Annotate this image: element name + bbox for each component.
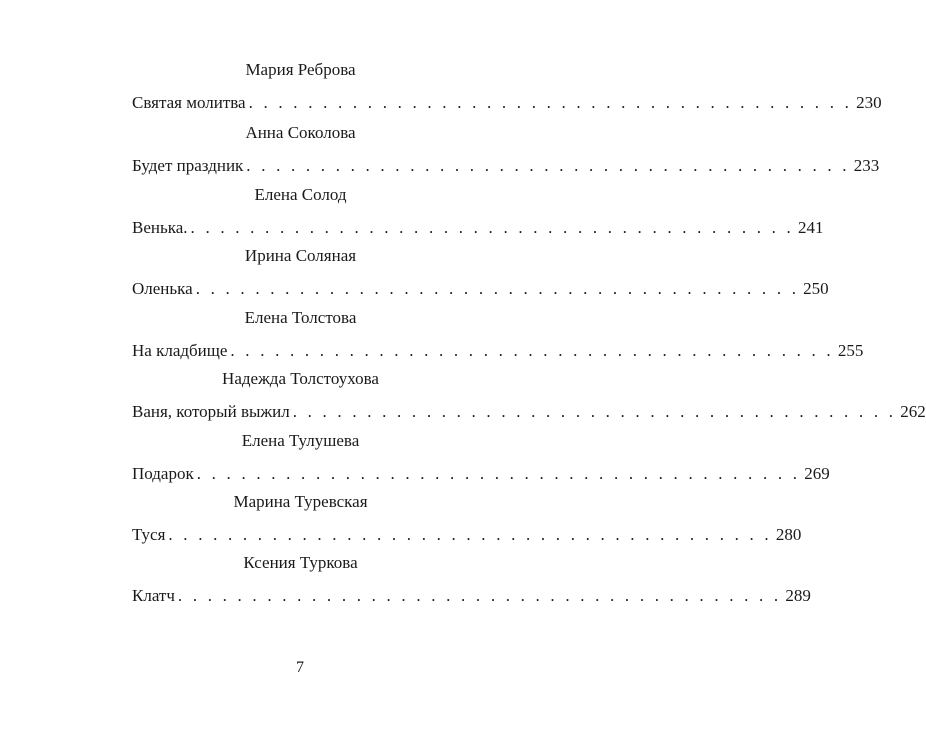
toc-title: Венька. (132, 218, 188, 237)
toc-page-number: 230 (856, 93, 882, 112)
toc-author: Ирина Соляная (244, 246, 357, 265)
toc-page-number: 280 (775, 525, 802, 544)
dot-leader: . . . . . . . . . . . . . . . . . . . . . . . . . . . . . . . . . . . . . . . . . (168, 525, 772, 544)
toc-page-number: 289 (785, 586, 811, 605)
toc-line (132, 464, 830, 484)
toc-entry (132, 492, 802, 545)
toc-title: Святая молитва (132, 93, 246, 112)
toc-entry (132, 553, 811, 606)
toc-entry (132, 369, 926, 422)
toc-title: Подарок (132, 464, 194, 483)
toc-title: На кладбище (132, 341, 228, 360)
toc-author: Елена Солод (254, 185, 347, 204)
dot-leader: . . . . . . . . . . . . . . . . . . . . . . . . . . . . . . . . . . . . . . . . . (248, 93, 853, 112)
toc-title: Ваня, который выжил (132, 402, 290, 421)
toc-page-number: 233 (853, 156, 880, 175)
toc-page-number: 250 (803, 279, 829, 298)
dot-leader: . . . . . . . . . . . . . . . . . . . . . . . . . . . . . . . . . . . . . . . . . (190, 218, 794, 237)
toc-entry (132, 123, 880, 176)
toc-line (132, 156, 880, 176)
dot-leader: . . . . . . . . . . . . . . . . . . . . . . . . . . . . . . . . . . . . . . . . . (177, 586, 782, 605)
toc-author: Мария Реброва (245, 60, 356, 79)
dot-leader: . . . . . . . . . . . . . . . . . . . . . . . . . . . . . . . . . . . . . . . . . (246, 156, 850, 175)
page-number: 7 (296, 659, 304, 676)
toc-line (132, 218, 824, 238)
toc-author: Марина Туревская (233, 492, 368, 511)
toc-entry (132, 60, 882, 113)
toc-title: Клатч (132, 586, 175, 605)
dot-leader: . . . . . . . . . . . . . . . . . . . . . . . . . . . . . . . . . . . . . . . . . (196, 464, 801, 483)
toc-line (132, 525, 802, 545)
toc-page-number: 269 (804, 464, 830, 483)
toc-author: Елена Толстова (244, 308, 357, 327)
toc-line (132, 93, 882, 113)
toc-author: Елена Тулушева (241, 431, 360, 450)
toc-entry (132, 185, 824, 238)
toc-entry (132, 431, 830, 484)
dot-leader: . . . . . . . . . . . . . . . . . . . . . . . . . . . . . . . . . . . . . . . . . (230, 341, 834, 360)
toc-title: Туся (132, 525, 166, 544)
toc-author: Надежда Толстоухова (222, 369, 379, 388)
toc-title: Оленька (132, 279, 193, 298)
toc-page-number: 255 (837, 341, 864, 360)
toc-page-number: 262 (900, 402, 926, 421)
toc-title: Будет праздник (132, 156, 244, 175)
toc-author: Ксения Туркова (243, 553, 358, 572)
dot-leader: . . . . . . . . . . . . . . . . . . . . . . . . . . . . . . . . . . . . . . . . . (292, 402, 897, 421)
toc-author: Анна Соколова (245, 123, 356, 142)
toc-line (132, 341, 864, 361)
toc-page-number: 241 (798, 218, 824, 237)
toc-entry (132, 308, 864, 361)
toc-line (132, 402, 926, 422)
dot-leader: . . . . . . . . . . . . . . . . . . . . . . . . . . . . . . . . . . . . . . . . . (195, 279, 800, 298)
toc-entry (132, 246, 829, 299)
toc-line (132, 279, 829, 299)
toc-line (132, 586, 811, 606)
